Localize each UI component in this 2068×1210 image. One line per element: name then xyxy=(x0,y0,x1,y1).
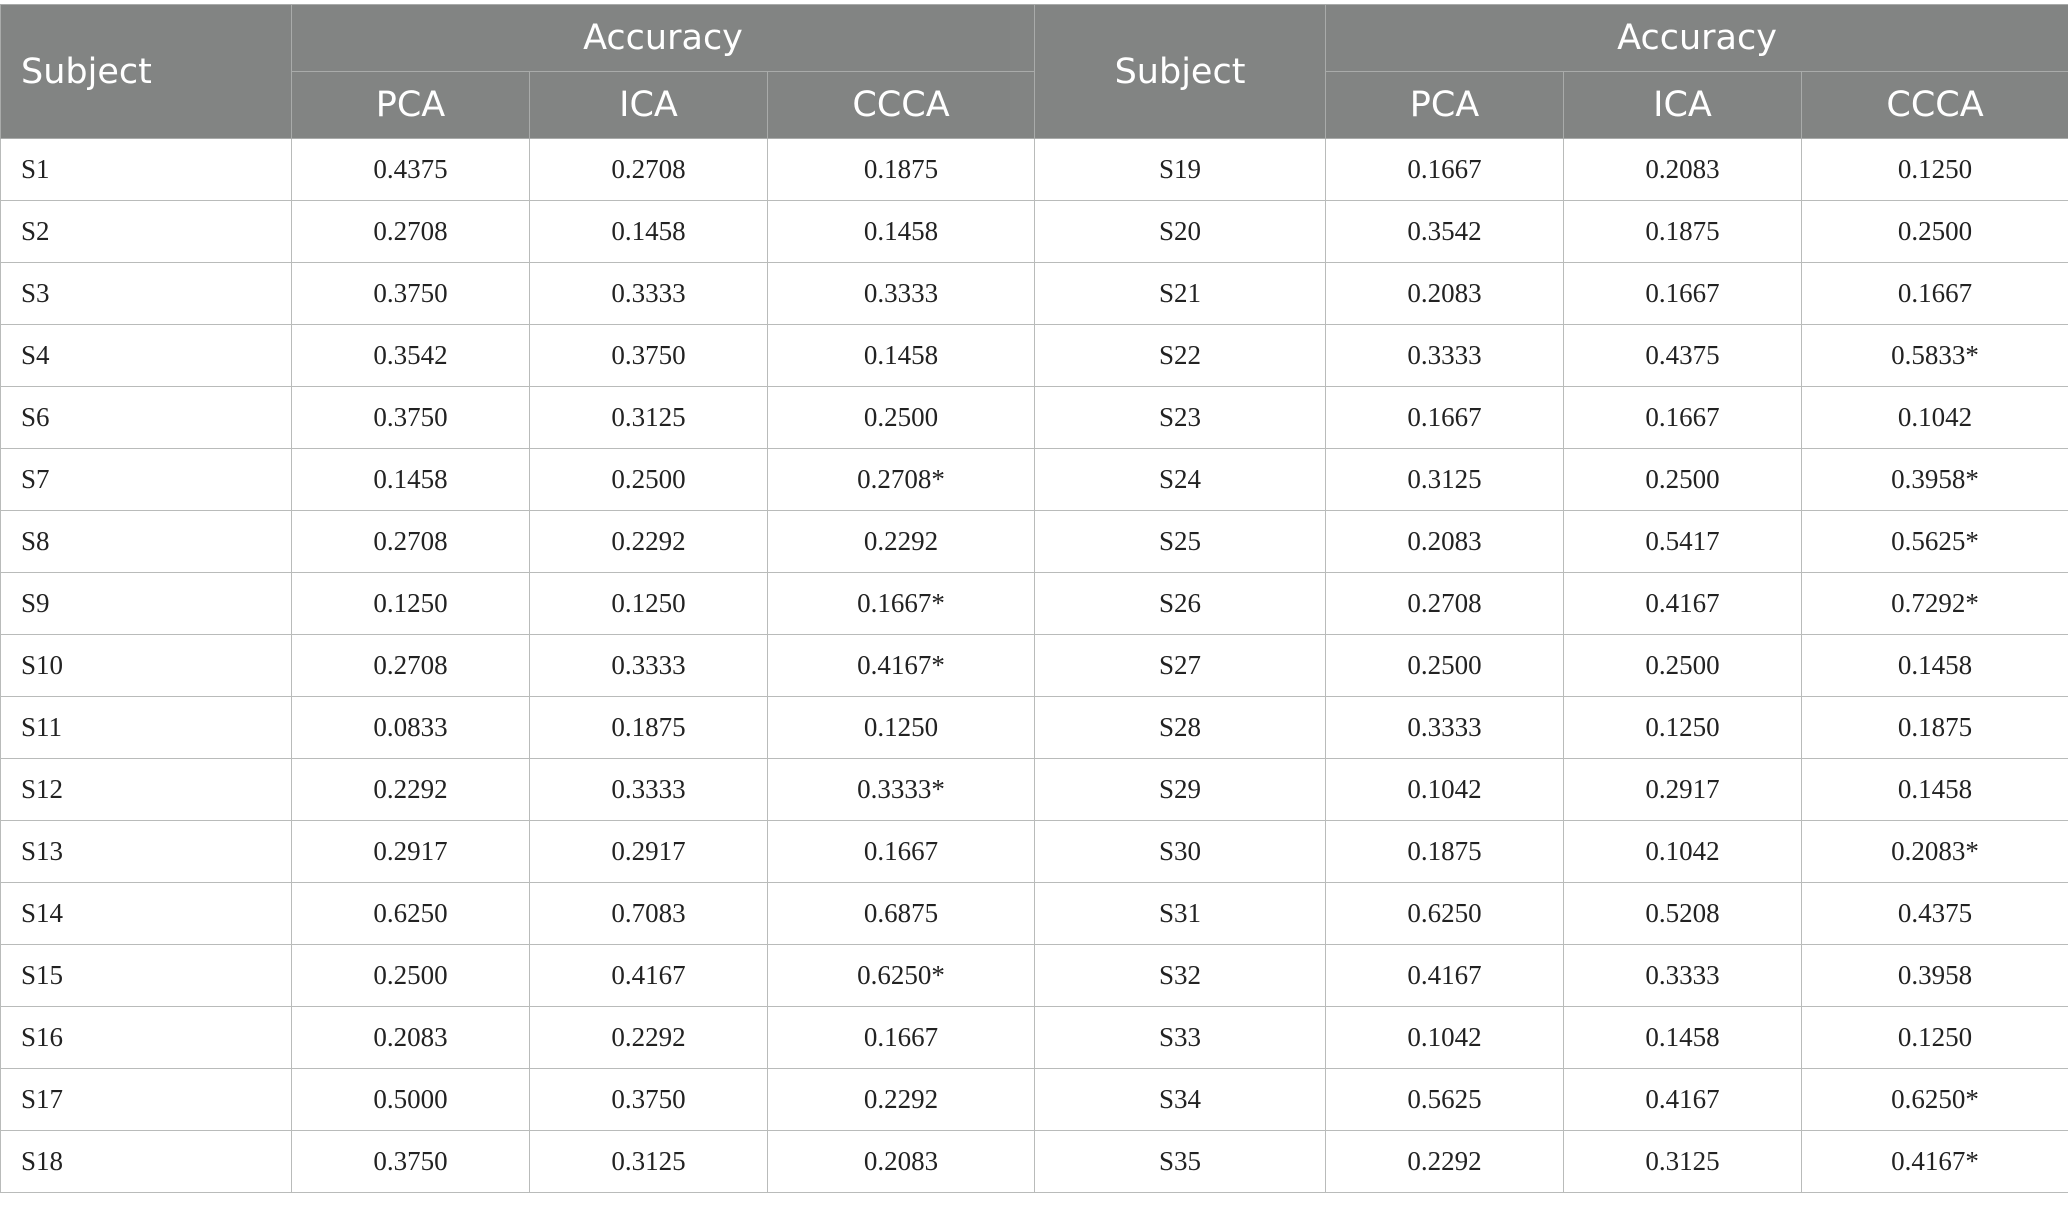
cell-pca-left: 0.2708 xyxy=(292,635,530,697)
cell-pca-right: 0.2500 xyxy=(1326,635,1564,697)
cell-subject-right: S20 xyxy=(1035,201,1326,263)
cell-ica-left: 0.2708 xyxy=(530,139,768,201)
cell-subject-left: S11 xyxy=(1,697,292,759)
cell-subject-left: S3 xyxy=(1,263,292,325)
cell-subject-left: S18 xyxy=(1,1131,292,1193)
cell-ica-left: 0.3750 xyxy=(530,1069,768,1131)
cell-pca-right: 0.2083 xyxy=(1326,511,1564,573)
cell-ica-left: 0.1458 xyxy=(530,201,768,263)
header-accuracy-left: Accuracy xyxy=(292,5,1035,72)
cell-ica-right: 0.2917 xyxy=(1564,759,1802,821)
table-row xyxy=(1,325,2068,387)
cell-ccca-left: 0.1875 xyxy=(768,139,1035,201)
cell-pca-left: 0.2708 xyxy=(292,201,530,263)
cell-ccca-left: 0.1667* xyxy=(768,573,1035,635)
cell-subject-right: S29 xyxy=(1035,759,1326,821)
cell-ica-right: 0.3125 xyxy=(1564,1131,1802,1193)
header-ica-right: ICA xyxy=(1564,72,1802,139)
cell-pca-right: 0.3542 xyxy=(1326,201,1564,263)
cell-subject-left: S12 xyxy=(1,759,292,821)
cell-ica-right: 0.4375 xyxy=(1564,325,1802,387)
cell-pca-left: 0.3542 xyxy=(292,325,530,387)
header-subject-right: Subject xyxy=(1035,5,1326,139)
accuracy-table xyxy=(0,4,2068,1193)
cell-ica-right: 0.1667 xyxy=(1564,387,1802,449)
cell-ica-left: 0.1250 xyxy=(530,573,768,635)
cell-pca-right: 0.2708 xyxy=(1326,573,1564,635)
table-row xyxy=(1,759,2068,821)
table-row xyxy=(1,573,2068,635)
cell-subject-left: S14 xyxy=(1,883,292,945)
table-row xyxy=(1,697,2068,759)
cell-ica-right: 0.4167 xyxy=(1564,1069,1802,1131)
cell-ccca-right: 0.4167* xyxy=(1802,1131,2068,1193)
cell-pca-left: 0.2708 xyxy=(292,511,530,573)
cell-ica-left: 0.3333 xyxy=(530,635,768,697)
cell-pca-left: 0.5000 xyxy=(292,1069,530,1131)
cell-pca-right: 0.1667 xyxy=(1326,139,1564,201)
cell-subject-right: S35 xyxy=(1035,1131,1326,1193)
cell-ccca-right: 0.7292* xyxy=(1802,573,2068,635)
header-accuracy-right: Accuracy xyxy=(1326,5,2068,72)
cell-ccca-right: 0.5625* xyxy=(1802,511,2068,573)
cell-subject-left: S17 xyxy=(1,1069,292,1131)
cell-ica-left: 0.2500 xyxy=(530,449,768,511)
table-header xyxy=(1,5,2068,139)
cell-pca-right: 0.5625 xyxy=(1326,1069,1564,1131)
cell-pca-right: 0.3125 xyxy=(1326,449,1564,511)
cell-ccca-left: 0.1667 xyxy=(768,821,1035,883)
cell-ica-left: 0.7083 xyxy=(530,883,768,945)
cell-ica-left: 0.4167 xyxy=(530,945,768,1007)
cell-ica-right: 0.2500 xyxy=(1564,635,1802,697)
cell-pca-left: 0.4375 xyxy=(292,139,530,201)
cell-subject-right: S25 xyxy=(1035,511,1326,573)
cell-pca-left: 0.2083 xyxy=(292,1007,530,1069)
table-row xyxy=(1,387,2068,449)
cell-pca-right: 0.2083 xyxy=(1326,263,1564,325)
cell-ccca-right: 0.4375 xyxy=(1802,883,2068,945)
table-row xyxy=(1,201,2068,263)
cell-ccca-right: 0.2500 xyxy=(1802,201,2068,263)
cell-subject-right: S34 xyxy=(1035,1069,1326,1131)
table-row xyxy=(1,821,2068,883)
cell-ccca-right: 0.1250 xyxy=(1802,1007,2068,1069)
cell-ica-right: 0.1667 xyxy=(1564,263,1802,325)
cell-pca-left: 0.2500 xyxy=(292,945,530,1007)
cell-ccca-left: 0.1250 xyxy=(768,697,1035,759)
cell-ica-right: 0.2500 xyxy=(1564,449,1802,511)
cell-ica-left: 0.3750 xyxy=(530,325,768,387)
cell-ccca-left: 0.2708* xyxy=(768,449,1035,511)
cell-subject-right: S27 xyxy=(1035,635,1326,697)
cell-pca-right: 0.6250 xyxy=(1326,883,1564,945)
cell-subject-right: S22 xyxy=(1035,325,1326,387)
cell-ica-right: 0.1042 xyxy=(1564,821,1802,883)
cell-ica-right: 0.3333 xyxy=(1564,945,1802,1007)
cell-ccca-right: 0.3958* xyxy=(1802,449,2068,511)
cell-ccca-left: 0.4167* xyxy=(768,635,1035,697)
cell-ccca-right: 0.3958 xyxy=(1802,945,2068,1007)
cell-ica-right: 0.5417 xyxy=(1564,511,1802,573)
cell-subject-left: S4 xyxy=(1,325,292,387)
cell-subject-left: S6 xyxy=(1,387,292,449)
cell-subject-left: S9 xyxy=(1,573,292,635)
cell-pca-right: 0.2292 xyxy=(1326,1131,1564,1193)
cell-ccca-left: 0.3333* xyxy=(768,759,1035,821)
cell-ica-left: 0.3125 xyxy=(530,387,768,449)
cell-subject-right: S24 xyxy=(1035,449,1326,511)
header-pca-right: PCA xyxy=(1326,72,1564,139)
cell-subject-right: S21 xyxy=(1035,263,1326,325)
table-row xyxy=(1,883,2068,945)
header-ica-left: ICA xyxy=(530,72,768,139)
cell-ccca-left: 0.1667 xyxy=(768,1007,1035,1069)
cell-ccca-right: 0.1458 xyxy=(1802,759,2068,821)
cell-pca-right: 0.1042 xyxy=(1326,1007,1564,1069)
cell-ccca-left: 0.6875 xyxy=(768,883,1035,945)
cell-ica-right: 0.5208 xyxy=(1564,883,1802,945)
cell-ica-left: 0.3333 xyxy=(530,759,768,821)
cell-ccca-left: 0.1458 xyxy=(768,325,1035,387)
cell-ccca-left: 0.2500 xyxy=(768,387,1035,449)
cell-ica-right: 0.4167 xyxy=(1564,573,1802,635)
cell-subject-right: S31 xyxy=(1035,883,1326,945)
table-body xyxy=(1,139,2068,1193)
header-subject-left: Subject xyxy=(1,5,292,139)
cell-subject-left: S7 xyxy=(1,449,292,511)
cell-subject-left: S10 xyxy=(1,635,292,697)
cell-ica-left: 0.1875 xyxy=(530,697,768,759)
cell-ica-right: 0.1458 xyxy=(1564,1007,1802,1069)
cell-ccca-left: 0.2292 xyxy=(768,511,1035,573)
cell-subject-right: S33 xyxy=(1035,1007,1326,1069)
cell-subject-right: S32 xyxy=(1035,945,1326,1007)
cell-subject-left: S15 xyxy=(1,945,292,1007)
cell-subject-left: S2 xyxy=(1,201,292,263)
table-row xyxy=(1,1007,2068,1069)
cell-ica-right: 0.1875 xyxy=(1564,201,1802,263)
cell-pca-left: 0.1458 xyxy=(292,449,530,511)
cell-pca-left: 0.0833 xyxy=(292,697,530,759)
cell-ica-left: 0.3125 xyxy=(530,1131,768,1193)
cell-ica-left: 0.2917 xyxy=(530,821,768,883)
cell-ica-right: 0.1250 xyxy=(1564,697,1802,759)
table-row xyxy=(1,1069,2068,1131)
cell-subject-left: S1 xyxy=(1,139,292,201)
cell-ccca-right: 0.1250 xyxy=(1802,139,2068,201)
cell-ccca-right: 0.2083* xyxy=(1802,821,2068,883)
cell-subject-left: S8 xyxy=(1,511,292,573)
cell-ccca-left: 0.6250* xyxy=(768,945,1035,1007)
header-ccca-left: CCCA xyxy=(768,72,1035,139)
cell-ccca-left: 0.2292 xyxy=(768,1069,1035,1131)
table-row xyxy=(1,449,2068,511)
cell-subject-right: S30 xyxy=(1035,821,1326,883)
cell-pca-right: 0.4167 xyxy=(1326,945,1564,1007)
table-row xyxy=(1,945,2068,1007)
header-ccca-right: CCCA xyxy=(1802,72,2068,139)
cell-subject-right: S26 xyxy=(1035,573,1326,635)
cell-ica-right: 0.2083 xyxy=(1564,139,1802,201)
cell-ccca-left: 0.2083 xyxy=(768,1131,1035,1193)
cell-ccca-left: 0.3333 xyxy=(768,263,1035,325)
table-row xyxy=(1,635,2068,697)
header-pca-left: PCA xyxy=(292,72,530,139)
cell-ccca-right: 0.1875 xyxy=(1802,697,2068,759)
cell-subject-right: S19 xyxy=(1035,139,1326,201)
cell-pca-left: 0.3750 xyxy=(292,263,530,325)
table-row xyxy=(1,511,2068,573)
table-row xyxy=(1,139,2068,201)
cell-subject-right: S28 xyxy=(1035,697,1326,759)
cell-pca-right: 0.1875 xyxy=(1326,821,1564,883)
cell-pca-right: 0.3333 xyxy=(1326,697,1564,759)
cell-ccca-left: 0.1458 xyxy=(768,201,1035,263)
cell-pca-left: 0.3750 xyxy=(292,387,530,449)
cell-pca-left: 0.2292 xyxy=(292,759,530,821)
cell-ccca-right: 0.5833* xyxy=(1802,325,2068,387)
cell-ccca-right: 0.1458 xyxy=(1802,635,2068,697)
cell-pca-right: 0.1667 xyxy=(1326,387,1564,449)
cell-ccca-right: 0.1042 xyxy=(1802,387,2068,449)
cell-ica-left: 0.3333 xyxy=(530,263,768,325)
table-row xyxy=(1,263,2068,325)
cell-pca-right: 0.1042 xyxy=(1326,759,1564,821)
cell-pca-left: 0.6250 xyxy=(292,883,530,945)
cell-ica-left: 0.2292 xyxy=(530,511,768,573)
cell-ccca-right: 0.6250* xyxy=(1802,1069,2068,1131)
cell-ccca-right: 0.1667 xyxy=(1802,263,2068,325)
cell-ica-left: 0.2292 xyxy=(530,1007,768,1069)
cell-pca-right: 0.3333 xyxy=(1326,325,1564,387)
cell-pca-left: 0.2917 xyxy=(292,821,530,883)
cell-subject-right: S23 xyxy=(1035,387,1326,449)
cell-pca-left: 0.1250 xyxy=(292,573,530,635)
cell-subject-left: S13 xyxy=(1,821,292,883)
cell-subject-left: S16 xyxy=(1,1007,292,1069)
cell-pca-left: 0.3750 xyxy=(292,1131,530,1193)
table-row xyxy=(1,1131,2068,1193)
